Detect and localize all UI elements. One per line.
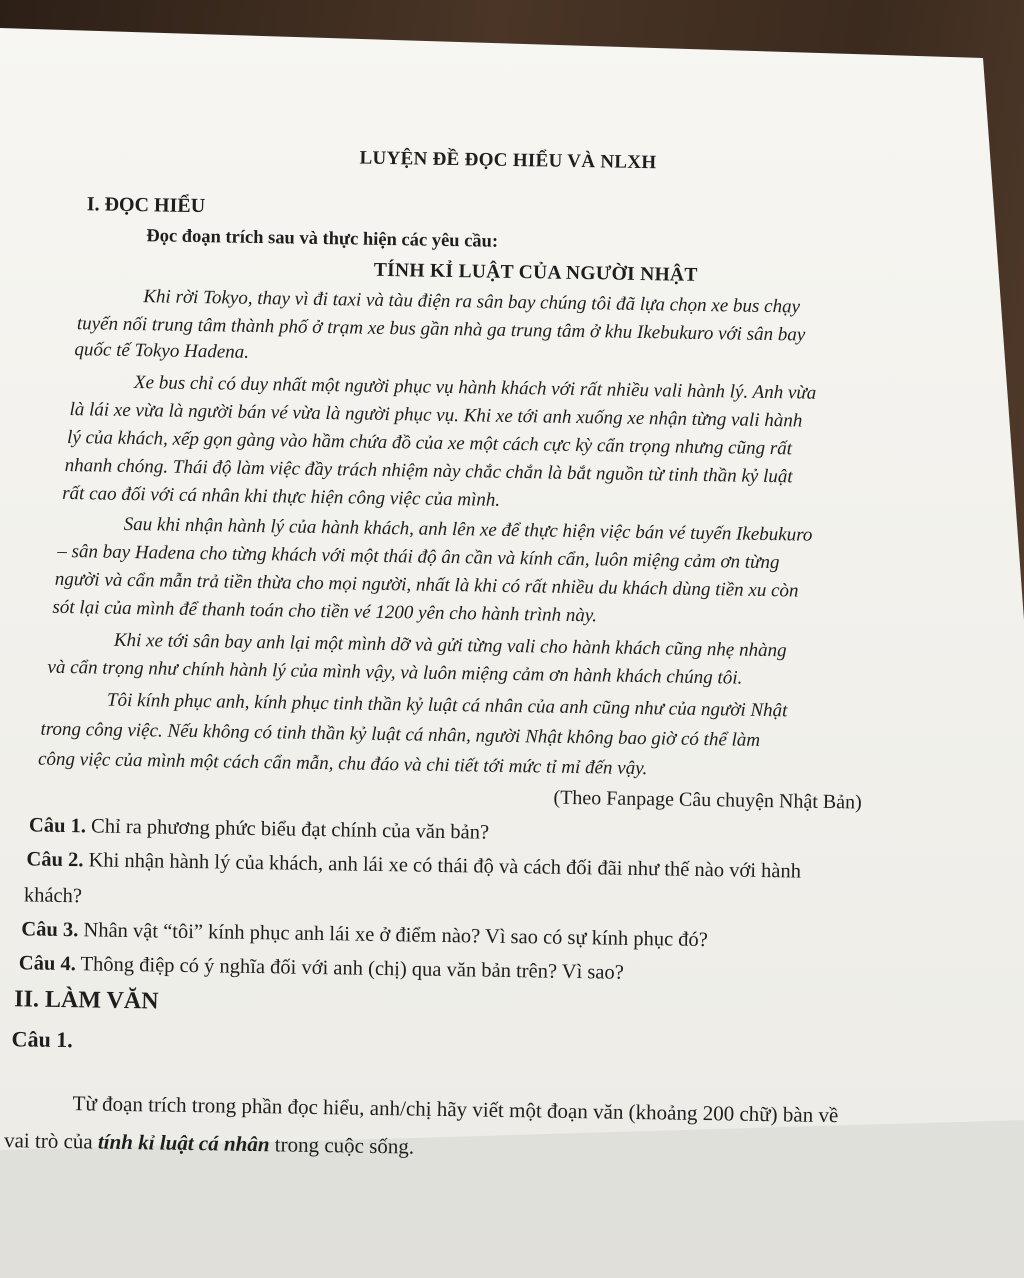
source-citation: (Theo Fanpage Câu chuyện Nhật Bản): [553, 786, 862, 814]
question-text: Khi nhận hành lý của khách, anh lái xe có thái độ và cách đối đãi như thế nào với hành: [83, 849, 802, 883]
question-label: Câu 3.: [21, 918, 79, 942]
passage-title: TÍNH KỈ LUẬT CỦA NGƯỜI NHẬT: [373, 259, 698, 286]
question-label: Câu 1.: [28, 814, 87, 838]
essay-prompt-line-2: [4, 1128, 414, 1159]
passage-line: quốc tế Tokyo Hadena.: [74, 339, 250, 363]
question-3: [21, 918, 708, 952]
writing-question-label: Câu 1.: [11, 1026, 73, 1053]
passage-line: người và cẩn mẫn trả tiền thừa cho mọi người, nhất là khi có rất nhiều du khách dùng tiền xu còn: [54, 568, 799, 602]
question-text: Chỉ ra phương phức biểu đạt chính của văn bản?: [85, 815, 490, 844]
passage-line: Khi xe tới sân bay anh lại một mình dỡ và gửi từng vali cho hành khách cũng nhẹ nhàng: [113, 629, 787, 662]
question-label: Câu 2.: [26, 848, 84, 872]
section-heading-writing: II. LÀM VĂN: [14, 986, 159, 1015]
passage-line: là lái xe vừa là người bán vé vừa là người phục vụ. Khi xe tới anh xuống xe nhận từng vali hành: [69, 399, 803, 432]
passage-line: Khi rời Tokyo, thay vì đi taxi và tàu điện ra sân bay chúng tôi đã lựa chọn xe bus chạy: [143, 286, 801, 318]
section-heading-reading: I. ĐỌC HIỂU: [86, 193, 206, 218]
question-2: [26, 848, 801, 883]
passage-line: công việc của mình một cách cẩn mẫn, chu đáo và chi tiết tới mức tỉ mỉ đến vậy.: [37, 748, 648, 780]
passage-line: trong công việc. Nếu không có tinh thần kỷ luật cá nhân, người Nhật không bao giờ có thể làm: [40, 718, 761, 751]
essay-prompt-emphasis: tính kỉ luật cá nhân: [97, 1129, 270, 1157]
passage-line: Xe bus chỉ có duy nhất một người phục vụ hành khách với rất nhiều vali hành lý. Anh vừa: [133, 372, 817, 404]
passage-line: Tôi kính phục anh, kính phục tinh thần kỷ luật cá nhân của anh cũng như của người Nhật: [106, 689, 788, 722]
question-text: Nhân vật “tôi” kính phục anh lái xe ở điểm nào? Vì sao có sự kính phục đó?: [78, 919, 709, 952]
passage-line: rất cao đối với cá nhân khi thực hiện công việc của mình.: [62, 482, 501, 511]
instruction-text: Đọc đoạn trích sau và thực hiện các yêu cầu:: [146, 226, 499, 252]
passage-line: nhanh chóng. Thái độ làm việc đầy trách nhiệm này chắc chắn là bắt nguồn từ tinh thần kỷ luật: [64, 454, 793, 488]
question-4: [19, 952, 624, 985]
question-text: Thông điệp có ý nghĩa đối với anh (chị) qua văn bản trên? Vì sao?: [75, 953, 625, 984]
passage-line: Sau khi nhận hành lý của hành khách, anh lên xe để thực hiện việc bán vé tuyến Ikebukuro: [123, 513, 813, 546]
question-2-continuation: khách?: [23, 884, 83, 908]
essay-prompt-suffix: trong cuộc sống.: [269, 1132, 415, 1159]
question-label: Câu 4.: [18, 952, 76, 976]
passage-line: sót lại của mình để thanh toán cho tiền vé 1200 yên cho hành trình này.: [52, 596, 598, 627]
passage-line: lý của khách, xếp gọn gàng vào hầm chứa đồ của xe một cách cực kỳ cẩn trọng nhưng cũng rất: [66, 426, 793, 460]
document-title: LUYỆN ĐỀ ĐỌC HIỂU VÀ NLXH: [359, 147, 657, 174]
question-1: [29, 814, 489, 844]
passage-line: – sân bay Hadena cho từng khách với một thái độ ân cần và kính cẩn, luôn miệng cảm ơn từng: [57, 540, 780, 574]
passage-line: và cẩn trọng như chính hành lý của mình vậy, và luôn miệng cảm ơn hành khách chúng tôi.: [47, 656, 743, 689]
essay-prompt-prefix: vai trò của: [3, 1128, 99, 1154]
passage-line: tuyến nối trung tâm thành phố ở trạm xe bus gần nhà ga trung tâm ở khu Ikebukuro với sân bay: [76, 313, 806, 346]
essay-prompt-line-1: Từ đoạn trích trong phần đọc hiểu, anh/chị hãy viết một đoạn văn (khoảng 200 chữ) bàn về: [72, 1091, 839, 1128]
